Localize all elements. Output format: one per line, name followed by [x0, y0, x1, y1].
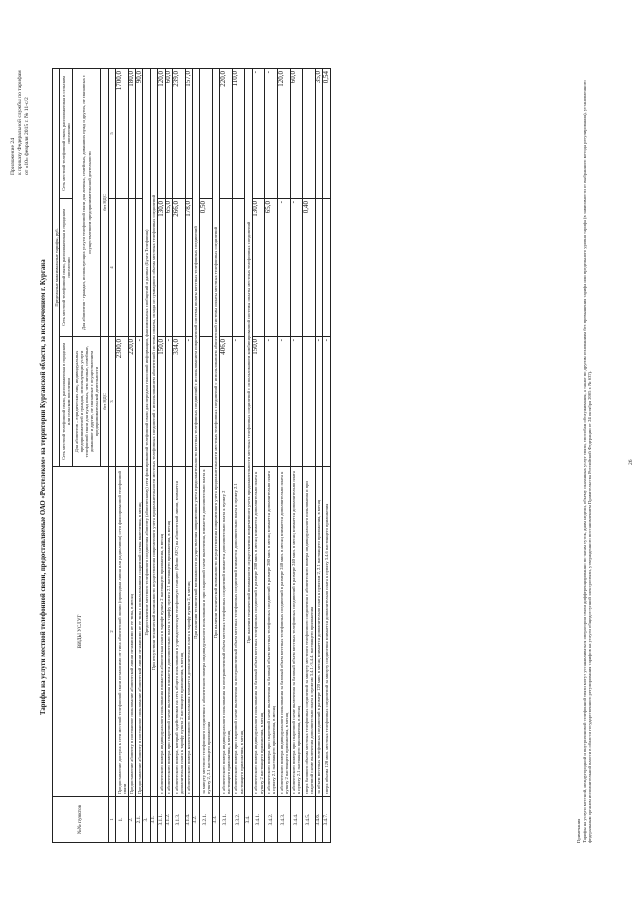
row-value-col4: 130,0 — [158, 199, 165, 337]
row-value-col3: - — [323, 337, 330, 467]
row-value-col5: 180,0 — [128, 69, 135, 199]
row-number: 3.4.6. — [315, 797, 322, 843]
row-section-text: При отсутствии технической возможности осуществления повременного учета продолжительности местных телефонных соединений с использованием абонентской системы оплаты, исходя из суммарного объема местных телефонных соединений — [150, 69, 157, 797]
row-number: 3.4.2. — [265, 797, 278, 843]
row-value-col3 — [303, 337, 316, 467]
row-value-col3: - — [185, 337, 192, 467]
table-row — [265, 69, 278, 843]
table-row — [220, 69, 233, 843]
row-section-text: При наличии технической возможности осуществления повременного учета продолжительности местных телефонных соединений с использованием повременной системы оплаты местных телефонных соединений — [192, 69, 199, 797]
row-value-col5: - — [265, 69, 278, 199]
table-row — [185, 69, 192, 843]
row-value-col4: 266,0 — [172, 199, 185, 337]
row-value-col5: 110,0 — [232, 69, 245, 199]
table-row — [200, 69, 213, 843]
row-number: 3.3.1. — [220, 797, 233, 843]
row-service-text: с абонентского номера индивидуального пользования за неограниченный объем местных телефонных соединений взимается дополнительно плата к пункту 2 настоящего приложения, в месяц — [220, 467, 233, 797]
row-number: 1. — [115, 797, 128, 843]
table-section-row — [150, 69, 157, 843]
row-service-text: с абонентского номера при спаренной схеме включения за базовый объем местных телефонных соединений в размере 240 мин. в месяц взимается дополнительно плата к пункту 2.1 настоящего приложения, в месяц — [290, 467, 303, 797]
row-service-text: с абонентского номера при спаренной схеме включения за базовый объем местных телефонных соединений в размере 280 мин. в месяц взимается дополнительно плата к пункту 2.1 настоящего приложения, в месяц — [265, 467, 278, 797]
row-value-col3: 150,0 — [158, 337, 165, 467]
row-value-col4: - — [290, 199, 303, 337]
col-index-5: 5 — [108, 69, 115, 199]
row-value-col4 — [220, 199, 233, 337]
col-header-subscribers-citizens: Для абонентов - граждан, использующих услуги телефонной связи для личных, семейных, домашних нужд и других, не связанных с осуществлением предпринимательской деятельности — [72, 69, 100, 337]
table-row — [303, 69, 316, 843]
table-section-row — [245, 69, 252, 843]
row-value-col3: - — [290, 337, 303, 467]
row-number: 3.4.3. — [278, 797, 291, 843]
row-value-col3: - — [278, 337, 291, 467]
col-index-3: 3 — [108, 337, 115, 467]
row-number: 3.4.4. — [290, 797, 303, 843]
col-header-subscribers-org: Для абонентов – юридических лиц, индивидуальных предпринимателей и граждан, использующих услуги телефонной связи для нужд иных, чем личные, семейные, домашние и другие, не связанные с осуществлением предпринимательской деятельности — [72, 337, 100, 467]
row-service-text: сверх базового объема местных телефонных соединений за минуту местного телефонного соединения с абонентского номера индивидуального пользования и при спаренной схеме включения дополнительно плата к пунктам 3.4.1.-3.4.4. настоящего приложения — [303, 467, 316, 797]
row-value-col3: - — [135, 337, 142, 467]
table-row — [172, 69, 185, 843]
row-service-text: Предоставление абоненту в постоянное пользование абонентской линии независимо от ее типа с использованием спаренной схемы включения, в месяц — [135, 467, 142, 797]
row-number: 3.1. — [150, 797, 157, 843]
row-number: 3.1.1. — [158, 797, 165, 843]
header-line-3: от «10» февраля 2015 г. № 11-с/2 — [24, 97, 30, 175]
row-value-col4: 178,0 — [185, 199, 192, 337]
table-row — [128, 69, 135, 843]
row-number: 3.2. — [192, 797, 199, 843]
row-value-col3: - — [165, 337, 172, 467]
col-header-urban-rural: Сеть местной телефонной связи, расположенная в городском или сельском поселении — [60, 337, 73, 467]
row-value-col5: 220,0 — [220, 69, 233, 199]
row-value-col3: - — [315, 337, 322, 467]
row-number: 2. — [128, 797, 135, 843]
row-value-col5: 1700,0 — [115, 69, 128, 199]
notes-block — [576, 69, 593, 843]
table-row — [115, 69, 128, 843]
row-value-col5: - — [252, 69, 265, 199]
col-header-rural: Сеть местной телефонной связи, расположенная в сельском поселении — [60, 69, 73, 199]
row-value-col4 — [128, 199, 135, 337]
col-index-2: 2 — [108, 467, 115, 797]
row-value-col5: 35,0 — [315, 69, 322, 199]
col-header-vat-2: без НДС — [101, 69, 108, 337]
table-row — [315, 69, 322, 843]
row-number: 3.4.7. — [323, 797, 330, 843]
row-value-col3: 150,0 — [252, 337, 265, 467]
row-value-col3 — [200, 337, 213, 467]
row-value-col4 — [232, 199, 245, 337]
table-row — [290, 69, 303, 843]
row-value-col5 — [303, 69, 316, 199]
row-value-col4: 65,0 — [165, 199, 172, 337]
table-section-row — [192, 69, 199, 843]
row-value-col5: 0,54 — [323, 69, 330, 199]
row-value-col4 — [135, 199, 142, 337]
tariff-table — [52, 68, 331, 843]
row-number: 3.1.3. — [172, 797, 185, 843]
table-row — [323, 69, 330, 843]
header-line-1: Приложение 24 — [10, 137, 16, 175]
row-service-text: сверх объема 120 мин. местных телефонных соединений за минуту соединения взимается дополнительно плата к пункту 3.4.6 настоящего приложения — [323, 467, 330, 797]
row-value-col5: 60,0 — [290, 69, 303, 199]
row-value-col4: 0,50 — [200, 199, 213, 337]
table-row — [232, 69, 245, 843]
page-number: 26 — [628, 459, 634, 465]
row-value-col5: 120,0 — [158, 69, 165, 199]
row-service-text: с абонентского номера индивидуального пользования за базовый объем местных телефонных соединений в размере 280 мин. в месяц взимается дополнительно плата к пункту 2 настоящего приложения, в месяц — [252, 467, 265, 797]
row-section-text: При наличии технической возможности осуществления повременного учета продолжительности местных телефонных соединений с использованием комбинированной системы оплаты местных телефонных соединений — [245, 69, 252, 797]
row-number: 2.1. — [135, 797, 142, 843]
row-service-text: с абонентского номера индивидуального пользования за базовый объем местных телефонных соединений в размере 240 мин. в месяц взимается дополнительно плата к пункту 2 настоящего приложения, в месяц — [278, 467, 291, 797]
row-service-text: Предоставление абоненту в постоянное пользование абонентской линии независимо от ее типа, в месяц — [128, 467, 135, 797]
row-value-col4: 65,0 — [265, 199, 278, 337]
header-line-2: к приказу Федеральной службы по тарифам — [17, 70, 23, 175]
col-index-1: 1 — [108, 797, 115, 843]
row-number: 3.4. — [245, 797, 252, 843]
table-section-row — [143, 69, 150, 843]
row-value-col5: 157,0 — [185, 69, 192, 199]
row-service-text: за минуту местного телефонного соединения с абонентского номера индивидуального пользования и при спаренной схеме включения, взимается дополнительно плата к пункту 2, 2.1 настоящего приложения — [200, 467, 213, 797]
row-number: 3.2.1. — [200, 797, 213, 843]
row-value-col4 — [315, 199, 322, 337]
row-value-col5 — [200, 69, 213, 199]
row-value-col5: 239,0 — [172, 69, 185, 199]
row-value-col4 — [115, 199, 128, 337]
row-value-col3: 2300,0 — [115, 337, 128, 467]
notes-text: Тарифы на услуги местной, междугородной и внутризоновой телефонной связи могут устанавливаться оператором связи дифференцированно по часам суток, дням недели, объему оказанных услуг связи, способам обслуживания, а также по другим основаниям без превышения тарифа или предельного уровня тарифа (в зависимости от выбранного метода регулирования), установленного федеральным органом исполнительной власти в области государственного регулирования тарифов на услуги общедоступной электросвязи, утвержденного постановлением Правительства Российской Федерации от 24 октября 2005 г. № 637). — [581, 80, 593, 843]
col-index-4: 4 — [108, 199, 115, 337]
col-header-no: №№ пунктов — [53, 797, 109, 843]
table-row — [135, 69, 142, 843]
table-row — [278, 69, 291, 843]
row-number: 3.4.1. — [252, 797, 265, 843]
row-number: 3.1.2. — [165, 797, 172, 843]
header-block — [10, 70, 31, 175]
row-service-text: с абонентского номера при спаренной схеме включения за неограниченный объем местных телефонных соединений взимается дополнительно плата к пункту 2.1 настоящего приложения, в месяц — [232, 467, 245, 797]
row-service-text: с абонентского номера индивидуального пользования взимается абонентская плата в тарифе пункта 2 настоящего приложения, в месяц — [158, 467, 165, 797]
row-number: 3.4.5. — [303, 797, 316, 843]
col-header-vat-1: без НДС — [101, 337, 108, 467]
row-value-col4 — [323, 199, 330, 337]
row-value-col4: - — [278, 199, 291, 337]
row-section-text: Предоставление местного телефонного соединения абоненту (абонентскому) сети фиксированной телефонной связи для передачи голосовой информации, факсимильных сообщений и данных (Бухта Телефония) — [143, 69, 150, 797]
row-service-text: с абонентского номера при спаренной схеме включения взимается дополнительно плата к тарифу пункта 2.1 настоящего приложения, в месяц — [165, 467, 172, 797]
col-header-urban: Сеть местной телефонной связи, расположенная в городском поселении — [60, 199, 73, 337]
row-value-col4: 130,0 — [252, 199, 265, 337]
row-number: 3.3.2. — [232, 797, 245, 843]
row-number: 3.3. — [212, 797, 219, 843]
row-value-col5: 90,0 — [135, 69, 142, 199]
row-service-text: с абонентского номера коллективного пользования взимается дополнительно плата к тарифу пункта 2, в месяц — [185, 467, 192, 797]
row-section-text: При наличии технической возможности осуществления повременного учета продолжительности местных телефонных соединений с использованием абонентской системы оплаты местных телефонных соединений — [212, 69, 219, 797]
row-number: 3.1.4. — [185, 797, 192, 843]
row-number: 3. — [143, 797, 150, 843]
row-value-col3: 406,0 — [220, 337, 233, 467]
row-value-col5: 60,0 — [165, 69, 172, 199]
row-service-text: с абонентского номера, который задействован на сеть общего пользования в учрежденческую телефонную станцию (Мини АТС) на абонентской линии, взимается дополнительно плата к тарифу пункта 2 настоящего приложения, в месяц — [172, 467, 185, 797]
table-section-row — [212, 69, 219, 843]
row-value-col5: 120,0 — [278, 69, 291, 199]
row-value-col4: 0,40 — [303, 199, 316, 337]
table-row — [158, 69, 165, 843]
table-row — [165, 69, 172, 843]
document-title: Тарифы на услуги местной телефонной связи, предоставляемые ОАО «Ростелеком» на территории Курганской области, за исключением г. Кургана — [40, 259, 47, 715]
row-service-text: Предоставление доступа к сети местной телефонной связи независимо от типа абонентской линии (проводная линия или радиолиния) сети фиксированной телефонной связи — [115, 467, 128, 797]
row-value-col3: 334,0 — [172, 337, 185, 467]
row-service-text: за объем местных телефонных соединений в размере 120 мин. в месяц взимается дополнительно плата к пунктам 2, 2.1 настоящего приложения, в месяц — [315, 467, 322, 797]
table-row — [252, 69, 265, 843]
row-value-col3: - — [265, 337, 278, 467]
col-header-max-tariffs: Предельные максимальные тарифы, руб. — [53, 69, 60, 467]
col-header-services: ВИДЫ УСЛУГ — [53, 467, 109, 797]
row-value-col3: 220,0 — [128, 337, 135, 467]
row-value-col3: - — [232, 337, 245, 467]
notes-heading: Примечания — [576, 818, 581, 843]
